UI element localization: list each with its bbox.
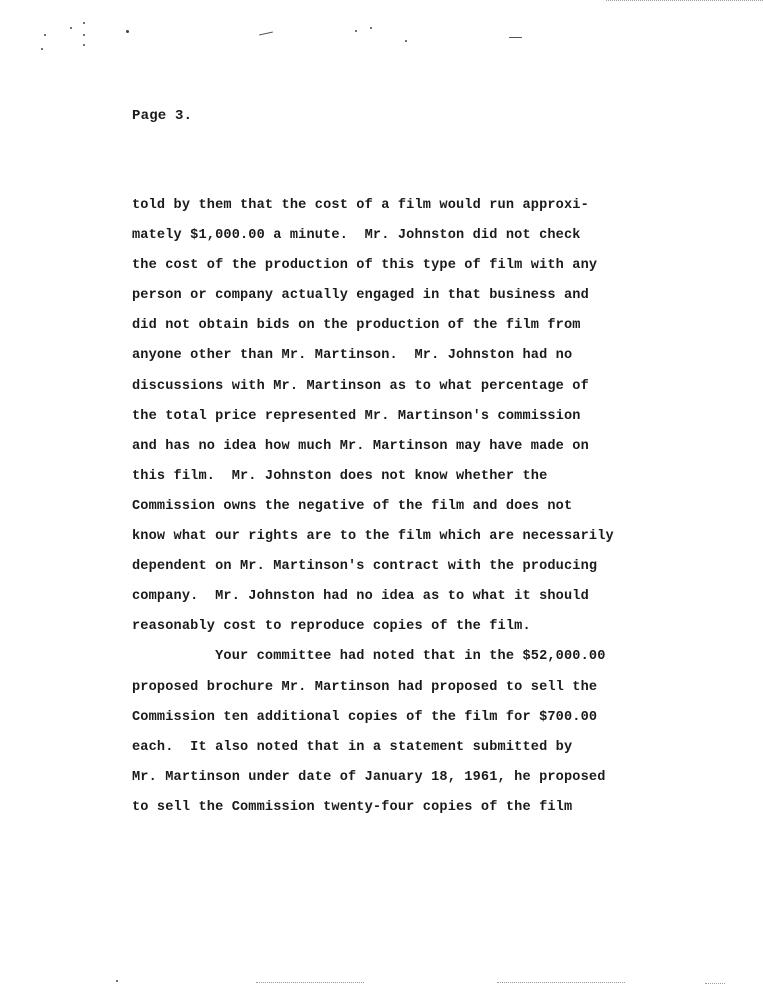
text-line: the total price represented Mr. Martinson's commission: [132, 408, 581, 424]
text-line: know what our rights are to the film which are necessarily: [132, 529, 614, 545]
scan-speck: [83, 22, 85, 24]
scan-speck: [44, 34, 46, 36]
scan-speck: [370, 27, 372, 29]
text-line: mately $1,000.00 a minute. Mr. Johnston did not check: [132, 228, 581, 244]
text-line: this film. Mr. Johnston does not know whether the: [132, 468, 548, 484]
scan-artifact-bottom-dots: [705, 983, 725, 984]
scan-speck: [405, 40, 407, 42]
text-line: to sell the Commission twenty-four copies of the film: [132, 799, 573, 815]
text-line: reasonably cost to reproduce copies of the film.: [132, 619, 531, 635]
text-line: Commission ten additional copies of the film for $700.00: [132, 709, 598, 725]
scan-artifact-top-dots: [606, 0, 763, 1]
scan-speck: [41, 48, 43, 50]
text-line: did not obtain bids on the production of the film from: [132, 318, 581, 334]
text-line: company. Mr. Johnston had no idea as to what it should: [132, 589, 589, 605]
body-text: [132, 196, 752, 828]
text-line: told by them that the cost of a film would run approxi-: [132, 198, 589, 213]
text-line: Commission owns the negative of the film and does not: [132, 498, 573, 514]
scan-artifact-bottom-dots: [497, 982, 625, 983]
scan-mark: [259, 32, 273, 36]
text-line: Your committee had noted that in the $52,000.00: [132, 649, 606, 665]
text-line: the cost of the production of this type of film with any: [132, 258, 598, 274]
page-number-heading: Page 3.: [132, 108, 193, 124]
text-line: person or company actually engaged in that business and: [132, 288, 589, 304]
scan-mark: [509, 37, 522, 38]
text-line: each. It also noted that in a statement submitted by: [132, 739, 573, 755]
text-line: and has no idea how much Mr. Martinson may have made on: [132, 438, 589, 454]
text-line: dependent on Mr. Martinson's contract with the producing: [132, 559, 598, 575]
text-line: proposed brochure Mr. Martinson had proposed to sell the: [132, 679, 598, 695]
text-line: anyone other than Mr. Martinson. Mr. Johnston had no: [132, 348, 573, 364]
scan-artifact-bottom-dots: [256, 982, 364, 983]
scan-speck: [355, 30, 357, 32]
scan-speck: [83, 44, 85, 46]
scan-speck: [116, 980, 118, 982]
scan-speck: [83, 34, 85, 36]
scan-speck: [70, 27, 72, 29]
text-line: Mr. Martinson under date of January 18, 1961, he proposed: [132, 769, 606, 785]
text-line: discussions with Mr. Martinson as to what percentage of: [132, 378, 589, 394]
scan-speck: [126, 30, 129, 33]
